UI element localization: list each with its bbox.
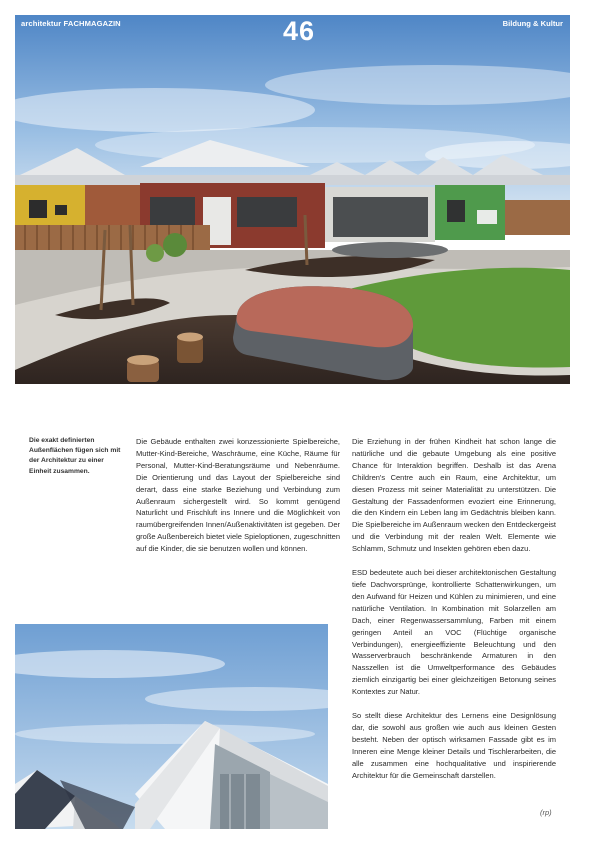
section-label: Bildung & Kultur	[502, 19, 563, 28]
paragraph: ESD bedeutete auch bei dieser architektonischen Gestaltung tiefe Dachvorsprünge, kontrollierte Schattenwirkungen, um den Aufwand für Heizen und Kühlen zu minimieren, und eine natürliche Ventilation. In Kombination mit Solarzellen am Dach, einer Regenwassersammlung, Farben mit einem geringen Anteil an VOC (Flüchtige organische Verbindungen), energieeffiziente Beleuchtung und den Wasserverbrauch beschränkende Armaturen in den Nasszellen ist die Umweltperformance des Gebäudes ziemlich einzigartig bei einer gleichzeitigen Betonung seines Kontextes zur Natur.	[352, 568, 556, 697]
text-column-1	[136, 436, 340, 555]
magazine-title: architektur FACHMAGAZIN	[21, 19, 121, 28]
paragraph: Die Erziehung in der frühen Kindheit hat schon lange die natürliche und die gebaute Umgebung als eine positive Chance für Interaktion begriffen. Deshalb ist das Arena Children's Centre auch ein Raum, eine Architektur, um diesen Prozess mit seiner Materialität zu unterstützen. Die Gestaltung der Fassadenformen evoziert eine Erinnerung, die den Kindern ein Leben lang im Gedächtnis bleiben kann. Die Spielbereiche im Außenraum wecken den Entdeckergeist und die Verbindung mit der realen Welt. Elemente wie Schlamm, Schmutz und Insekten gehören eben dazu.	[352, 437, 556, 554]
paragraph: So stellt diese Architektur des Lernens eine Designlösung dar, die sowohl aus großen wie auch aus kleinen Gesten besteht. Neben der optisch wirksamen Fassade gibt es im Inneren eine Menge kleiner Details und Tischlerarbeiten, die alle zusammen eine hochqualitative und inspirierende Architektur für die Gemeinschaft darstellen.	[352, 711, 556, 780]
detail-photo	[15, 624, 328, 829]
photo-caption: Die exakt definierten Außenflächen fügen sich mit der Architektur zu einer Einheit zusammen.	[29, 437, 121, 475]
hero-photo	[15, 15, 570, 384]
page-number: 46	[282, 16, 316, 46]
author-byline: (rp)	[540, 808, 552, 817]
text-column-2	[352, 436, 556, 781]
paragraph: Die Gebäude enthalten zwei konzessionierte Spielbereiche, Mutter-Kind-Bereiche, Waschräume, eine Küche, Räume für Personal, Mutter-Kind-Beratungsräume und Nebenräume. Die Orientierung und das Layout der Spielbereiche sind derart, dass eine starke Beziehung und Verbindung zum Außenraum sichergestellt wird. So kommt genügend Naturlicht und Frischluft ins Innere und die Möglichkeit von raumübergreifenden Innen/Außenaktivitäten ist gegeben. Der große Außenbereich bietet viele Spieloptionen, zugeschnitten auf die Kinder, die sie benutzen wollen und können.	[136, 437, 340, 554]
